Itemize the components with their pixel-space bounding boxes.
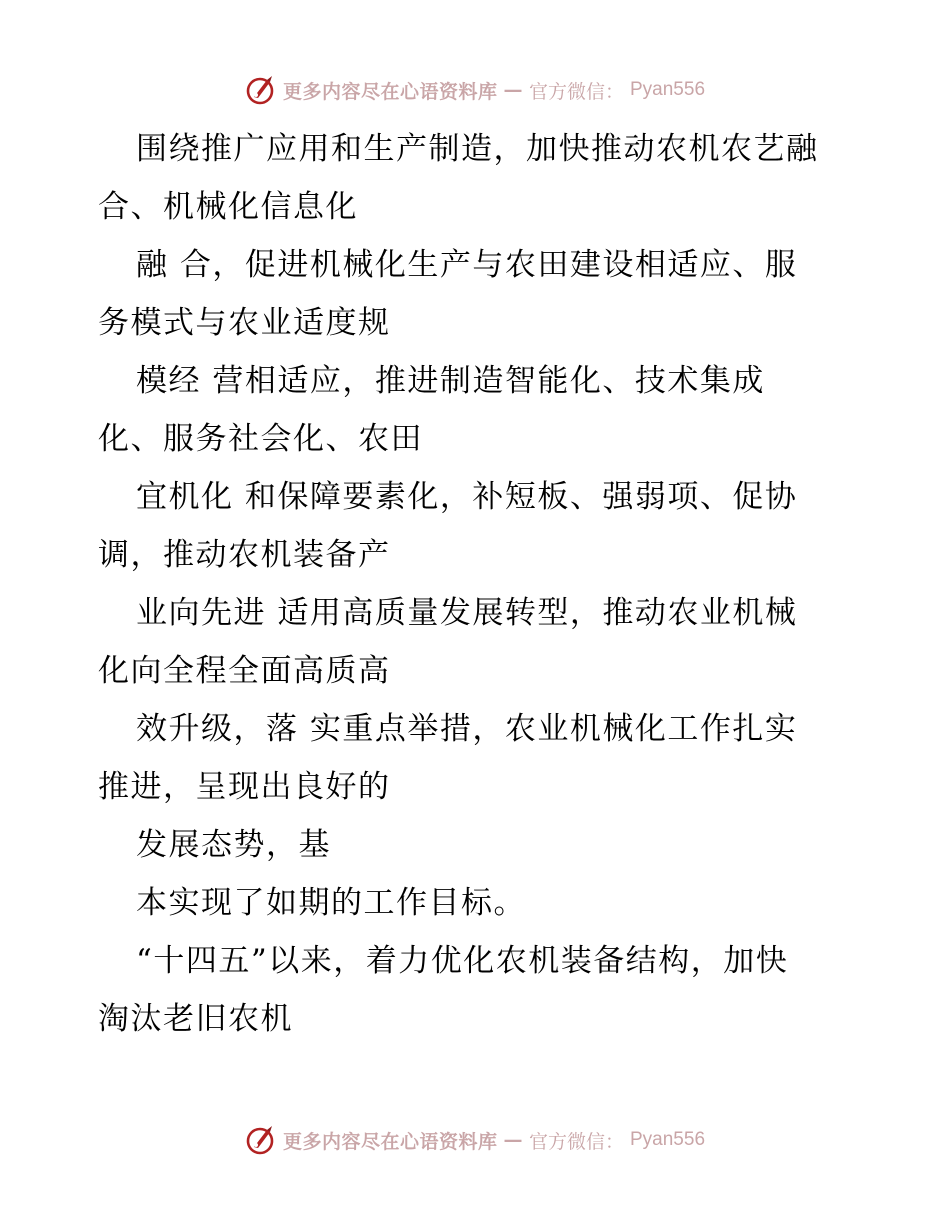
footer-wechat-id: Pyan556 xyxy=(630,1129,706,1150)
quill-logo-icon xyxy=(245,1124,277,1156)
text-line: 调，推动农机装备产 xyxy=(98,537,391,573)
text-line: 宜机化 和保障要素化，补短板、强弱项、促协 xyxy=(136,479,798,515)
text-line: 合、机械化信息化 xyxy=(98,189,358,225)
text-line: 本实现了如期的工作目标。 xyxy=(136,885,526,921)
text-line: 围绕推广应用和生产制造，加快推动农机农艺融 xyxy=(136,131,819,167)
text-line: 化向全程全面高质高 xyxy=(98,653,391,689)
header-banner-content xyxy=(245,74,705,106)
footer-separator: — xyxy=(503,1129,523,1151)
text-line: 效升级，落 实重点举措，农业机械化工作扎实 xyxy=(136,711,798,747)
text-line: 淘汰老旧农机 xyxy=(98,1001,293,1037)
header-wechat-id: Pyan556 xyxy=(630,79,706,100)
header-wechat-label: 官方微信： xyxy=(528,80,624,103)
text-line: 化、服务社会化、农田 xyxy=(98,421,423,457)
footer-site-text: 更多内容尽在心语资料库 xyxy=(282,1130,498,1153)
text-line: 推进，呈现出良好的 xyxy=(98,769,391,805)
text-line: 模经 营相适应，推进制造智能化、技术集成 xyxy=(136,363,765,399)
quill-logo-icon xyxy=(245,74,277,106)
header-site-text: 更多内容尽在心语资料库 xyxy=(282,80,498,103)
text-line: 融 合，促进机械化生产与农田建设相适应、服 xyxy=(136,247,798,283)
header-banner xyxy=(0,72,950,108)
footer-wechat-label: 官方微信： xyxy=(528,1130,624,1153)
text-line: “十四五”以来，着力优化农机装备结构，加快 xyxy=(136,943,789,979)
footer-banner-content xyxy=(245,1124,705,1156)
text-line: 务模式与农业适度规 xyxy=(98,305,391,341)
text-line: 业向先进 适用高质量发展转型，推动农业机械 xyxy=(136,595,798,631)
text-line: 发展态势，基 xyxy=(136,827,331,863)
header-separator: — xyxy=(503,79,523,101)
body-text xyxy=(98,120,858,1048)
footer-banner xyxy=(0,1122,950,1158)
